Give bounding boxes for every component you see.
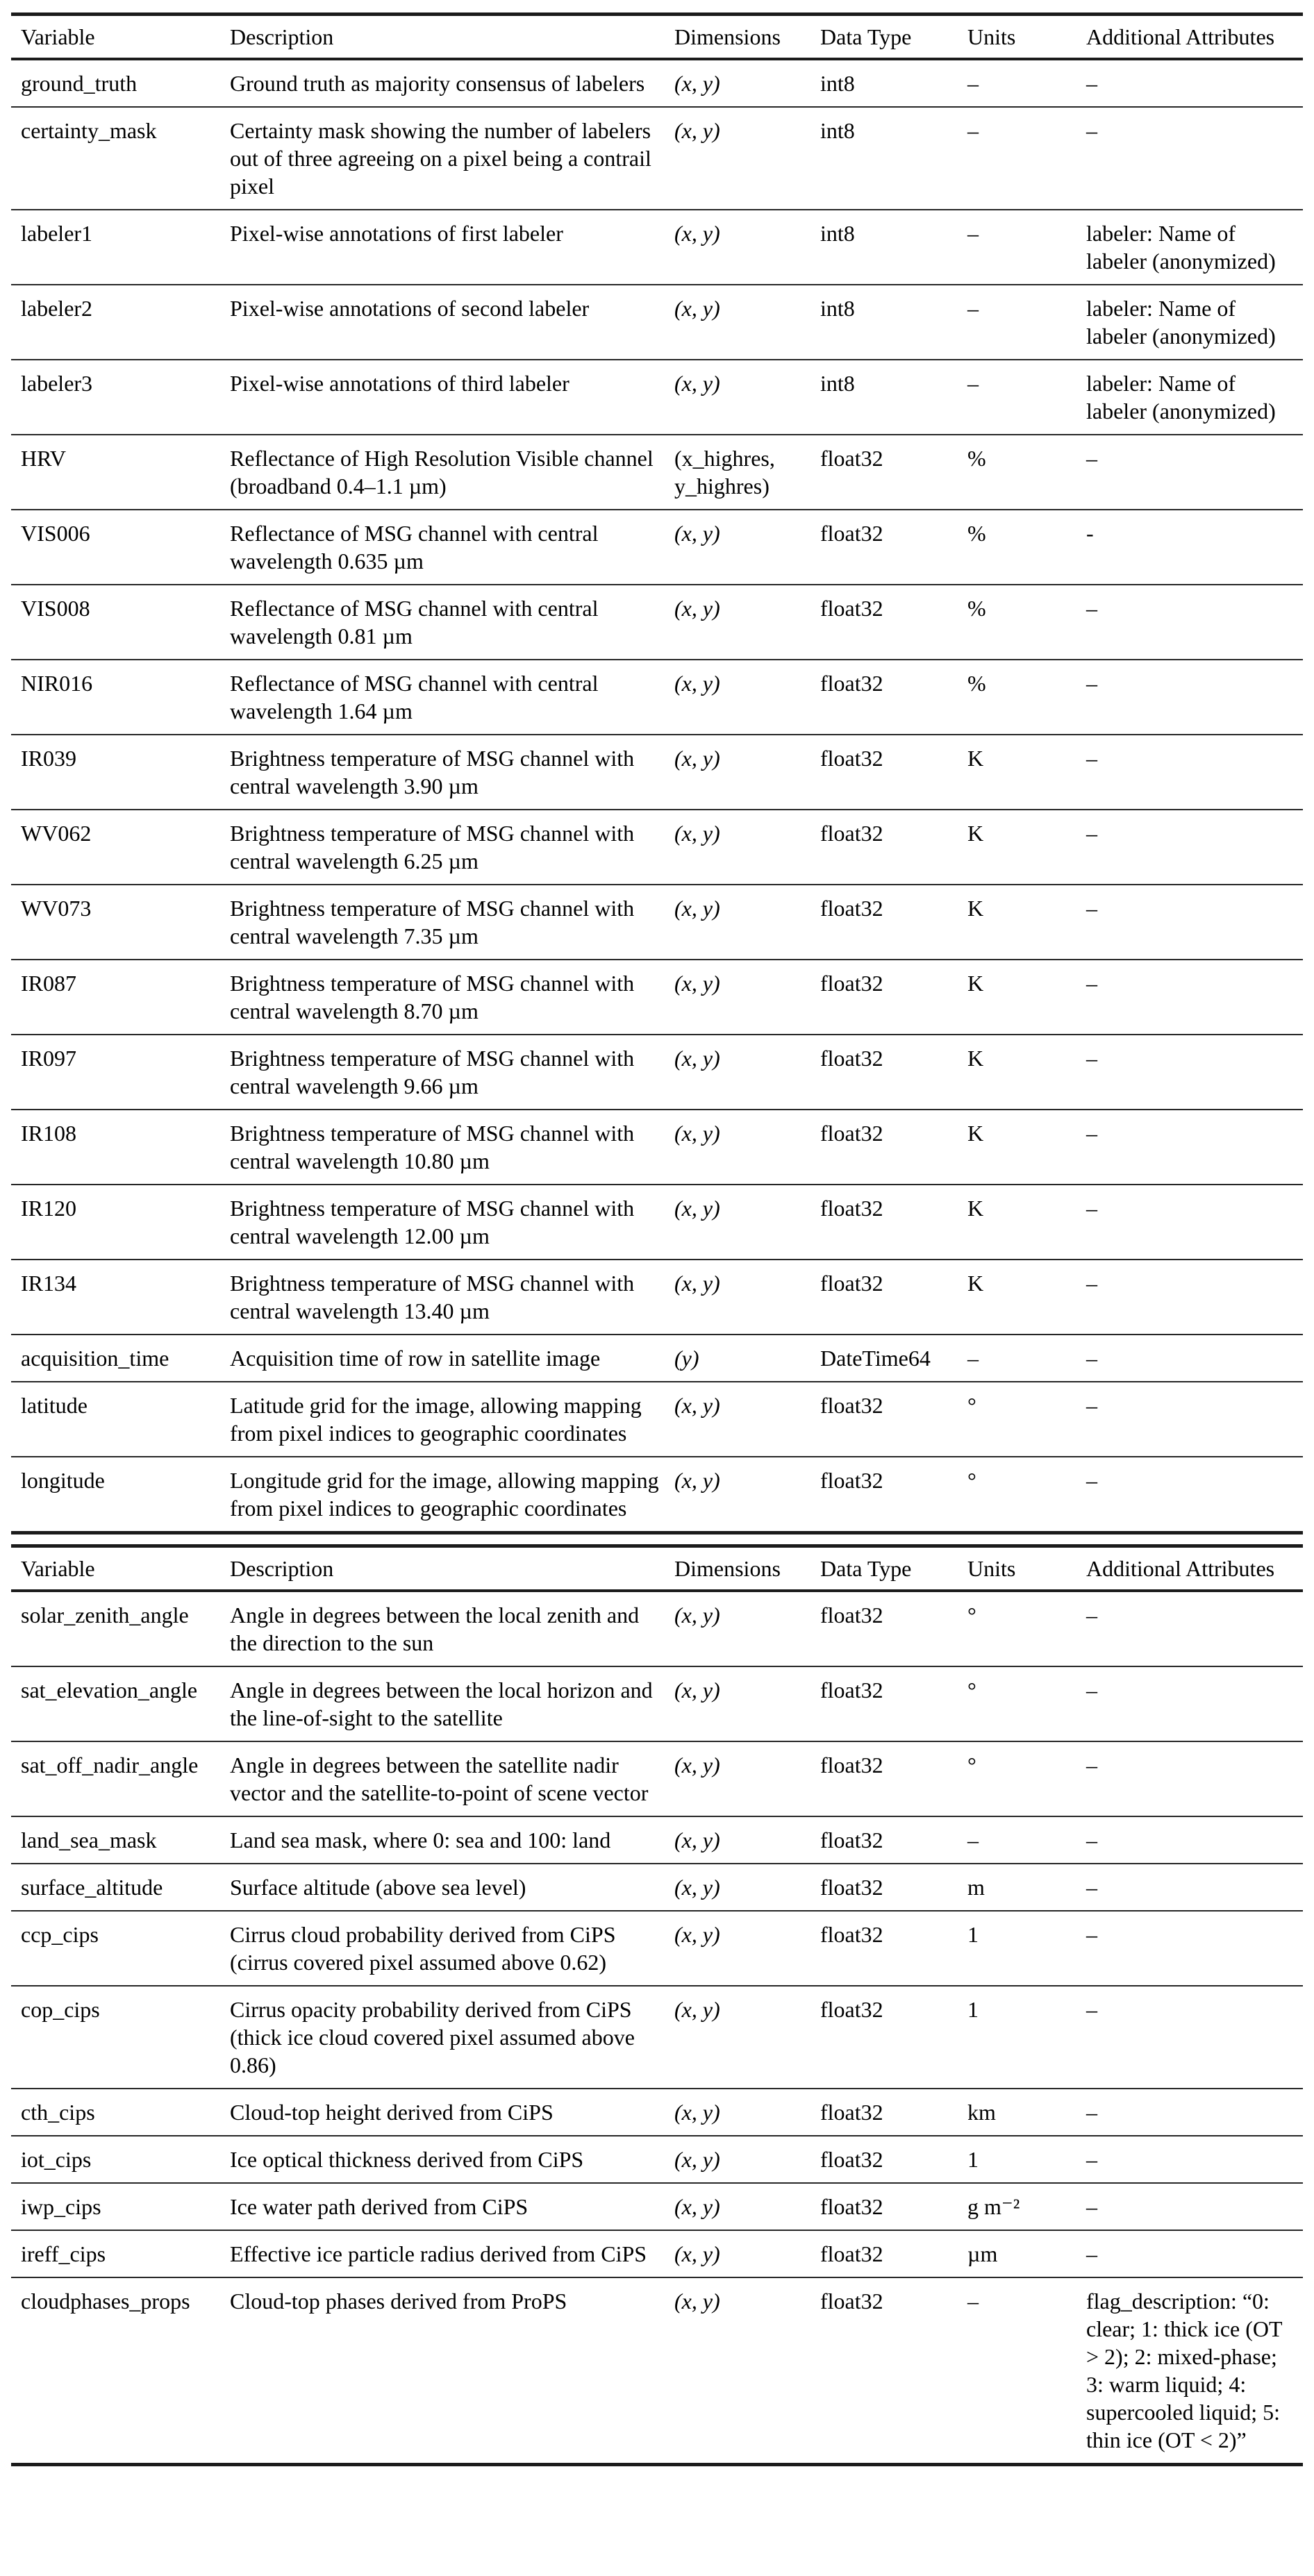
table-row-labeler2 [11, 285, 1303, 360]
dimensions-cell: (x, y) [674, 118, 720, 143]
table-row-ireff_cips [11, 2230, 1303, 2277]
dimensions-cell: (x, y) [674, 596, 720, 621]
table-row-latitude [11, 1382, 1303, 1457]
units-cell: % [967, 521, 986, 546]
column-header-data-type: Data Type [820, 1556, 912, 1581]
description-cell: Cloud-top phases derived from ProPS [230, 2289, 567, 2314]
data-type-cell: int8 [820, 221, 855, 246]
dimensions-cell: (x, y) [674, 1997, 720, 2022]
data-type-cell: float32 [820, 1678, 883, 1703]
description-cell: Brightness temperature of MSG channel with central wavelength 10.80 µm [230, 1121, 635, 1173]
table-row-solar_zenith_angle [11, 1591, 1303, 1666]
units-cell: – [967, 118, 979, 143]
units-cell: ° [967, 1678, 976, 1703]
variable-cell: IR134 [21, 1271, 76, 1296]
table-row-NIR016 [11, 660, 1303, 735]
attributes-cell: – [1086, 1468, 1097, 1493]
dimensions-cell: (x, y) [674, 71, 720, 96]
table-row-IR039 [11, 735, 1303, 810]
units-cell: – [967, 2289, 979, 2314]
variable-cell: sat_elevation_angle [21, 1678, 198, 1703]
document-page [0, 12, 1314, 2466]
description-cell: Effective ice particle radius derived from CiPS [230, 2241, 647, 2266]
data-type-cell: DateTime64 [820, 1346, 931, 1371]
column-header-variable: Variable [21, 1556, 95, 1581]
variable-cell: IR039 [21, 746, 76, 771]
variable-cell: sat_off_nadir_angle [21, 1753, 199, 1778]
attributes-cell: – [1086, 1922, 1097, 1947]
variable-cell: longitude [21, 1468, 105, 1493]
table-row-cloudphases_props [11, 2277, 1303, 2465]
column-header-units: Units [967, 1556, 1016, 1581]
dimensions-cell: (x, y) [674, 2241, 720, 2266]
data-type-cell: float32 [820, 2147, 883, 2172]
units-cell: – [967, 1828, 979, 1852]
description-cell: Cloud-top height derived from CiPS [230, 2100, 554, 2125]
units-cell: K [967, 971, 984, 996]
units-cell: m [967, 1875, 985, 1900]
table-row-land_sea_mask [11, 1816, 1303, 1864]
data-type-cell: float32 [820, 1603, 883, 1628]
units-cell: % [967, 671, 986, 696]
description-cell: Ice water path derived from CiPS [230, 2194, 529, 2219]
dimensions-cell: (x, y) [674, 1393, 720, 1418]
data-type-cell: float32 [820, 1271, 883, 1296]
data-type-cell: float32 [820, 1046, 883, 1071]
attributes-cell: – [1086, 1997, 1097, 2022]
variable-cell: NIR016 [21, 671, 93, 696]
description-cell: Cirrus opacity probability derived from CiPS (thick ice cloud covered pixel assumed above 0.86) [230, 1997, 635, 2077]
dimensions-cell: (x, y) [674, 371, 720, 396]
data-type-cell: float32 [820, 2100, 883, 2125]
table-row-sat_off_nadir_angle [11, 1741, 1303, 1816]
attributes-cell: – [1086, 2241, 1097, 2266]
table-body [11, 59, 1303, 1533]
description-cell: Pixel-wise annotations of third labeler [230, 371, 569, 396]
header-row [11, 1546, 1303, 1591]
attributes-cell: – [1086, 1271, 1097, 1296]
variable-cell: land_sea_mask [21, 1828, 157, 1852]
table-row-sat_elevation_angle [11, 1666, 1303, 1741]
data-type-cell: int8 [820, 71, 855, 96]
data-type-cell: float32 [820, 596, 883, 621]
attributes-cell: – [1086, 71, 1097, 96]
description-cell: Reflectance of MSG channel with central wavelength 0.81 µm [230, 596, 599, 649]
attributes-cell: labeler: Name of labeler (anonymized) [1086, 221, 1276, 274]
data-type-cell: float32 [820, 521, 883, 546]
description-cell: Brightness temperature of MSG channel with central wavelength 13.40 µm [230, 1271, 635, 1323]
dimensions-cell: (x_highres, y_highres) [674, 446, 775, 499]
attributes-cell: – [1086, 1875, 1097, 1900]
attributes-cell: – [1086, 596, 1097, 621]
dimensions-cell: (x, y) [674, 521, 720, 546]
attributes-cell: – [1086, 1753, 1097, 1778]
dimensions-cell: (x, y) [674, 2147, 720, 2172]
units-cell: – [967, 371, 979, 396]
data-type-cell: float32 [820, 1997, 883, 2022]
units-cell: 1 [967, 1922, 979, 1947]
data-type-cell: float32 [820, 971, 883, 996]
dimensions-cell: (x, y) [674, 1875, 720, 1900]
attributes-cell: labeler: Name of labeler (anonymized) [1086, 296, 1276, 349]
description-cell: Angle in degrees between the satellite nadir vector and the satellite-to-point of scene vector [230, 1753, 649, 1805]
table-row-IR120 [11, 1185, 1303, 1260]
description-cell: Longitude grid for the image, allowing mapping from pixel indices to geographic coordinates [230, 1468, 659, 1521]
table-row-acquisition_time [11, 1335, 1303, 1382]
units-cell: µm [967, 2241, 998, 2266]
column-header-units: Units [967, 24, 1016, 49]
description-cell: Angle in degrees between the local horizon and the line-of-sight to the satellite [230, 1678, 653, 1730]
dimensions-cell: (x, y) [674, 746, 720, 771]
description-cell: Brightness temperature of MSG channel with central wavelength 6.25 µm [230, 821, 635, 873]
attributes-cell: – [1086, 1046, 1097, 1071]
description-cell: Brightness temperature of MSG channel with central wavelength 7.35 µm [230, 896, 635, 948]
data-type-cell: float32 [820, 1922, 883, 1947]
description-cell: Latitude grid for the image, allowing mapping from pixel indices to geographic coordinates [230, 1393, 642, 1446]
units-cell: K [967, 821, 984, 846]
variable-cell: acquisition_time [21, 1346, 169, 1371]
column-header-dimensions: Dimensions [674, 24, 781, 49]
variable-cell: iot_cips [21, 2147, 92, 2172]
data-type-cell: float32 [820, 746, 883, 771]
attributes-cell: – [1086, 821, 1097, 846]
attributes-cell: – [1086, 118, 1097, 143]
units-cell: 1 [967, 2147, 979, 2172]
dimensions-cell: (x, y) [674, 1828, 720, 1852]
variable-cell: IR120 [21, 1196, 76, 1221]
variable-cell: WV062 [21, 821, 92, 846]
description-cell: Reflectance of MSG channel with central wavelength 1.64 µm [230, 671, 599, 724]
variable-cell: cop_cips [21, 1997, 100, 2022]
table-row-ccp_cips [11, 1911, 1303, 1986]
attributes-cell: – [1086, 446, 1097, 471]
attributes-cell: - [1086, 521, 1094, 546]
attributes-cell: – [1086, 1828, 1097, 1852]
dataset-variables-table-2 [11, 1544, 1303, 2466]
variable-cell: solar_zenith_angle [21, 1603, 189, 1628]
variable-cell: ireff_cips [21, 2241, 106, 2266]
variable-cell: latitude [21, 1393, 88, 1418]
table-row-WV062 [11, 810, 1303, 885]
units-cell: 1 [967, 1997, 979, 2022]
dimensions-cell: (x, y) [674, 2100, 720, 2125]
table-row-VIS008 [11, 585, 1303, 660]
attributes-cell: – [1086, 1346, 1097, 1371]
data-type-cell: float32 [820, 671, 883, 696]
column-header-additional-attributes: Additional Attributes [1086, 24, 1275, 49]
description-cell: Brightness temperature of MSG channel with central wavelength 12.00 µm [230, 1196, 635, 1248]
dimensions-cell: (x, y) [674, 1468, 720, 1493]
attributes-cell: – [1086, 671, 1097, 696]
description-cell: Land sea mask, where 0: sea and 100: land [230, 1828, 611, 1852]
units-cell: g m⁻² [967, 2194, 1020, 2219]
variable-cell: ground_truth [21, 71, 138, 96]
dimensions-cell: (x, y) [674, 1271, 720, 1296]
data-type-cell: float32 [820, 1393, 883, 1418]
variable-cell: IR087 [21, 971, 76, 996]
units-cell: ° [967, 1753, 976, 1778]
units-cell: K [967, 746, 984, 771]
dimensions-cell: (x, y) [674, 896, 720, 921]
units-cell: km [967, 2100, 996, 2125]
table-row-IR097 [11, 1035, 1303, 1110]
description-cell: Brightness temperature of MSG channel with central wavelength 3.90 µm [230, 746, 635, 798]
table-row-iot_cips [11, 2136, 1303, 2183]
data-type-cell: float32 [820, 1828, 883, 1852]
table-row-WV073 [11, 885, 1303, 960]
dimensions-cell: (y) [674, 1346, 699, 1371]
variable-cell: cth_cips [21, 2100, 95, 2125]
table-row-ground_truth [11, 59, 1303, 107]
description-cell: Ice optical thickness derived from CiPS [230, 2147, 584, 2172]
units-cell: K [967, 1271, 984, 1296]
data-type-cell: float32 [820, 1468, 883, 1493]
description-cell: Pixel-wise annotations of first labeler [230, 221, 563, 246]
table-row-surface_altitude [11, 1864, 1303, 1911]
variable-cell: IR108 [21, 1121, 76, 1146]
data-type-cell: float32 [820, 2241, 883, 2266]
attributes-cell: – [1086, 1393, 1097, 1418]
attributes-cell: – [1086, 1678, 1097, 1703]
data-type-cell: float32 [820, 2194, 883, 2219]
description-cell: Certainty mask showing the number of labelers out of three agreeing on a pixel being a contrail pixel [230, 118, 651, 199]
data-type-cell: float32 [820, 1753, 883, 1778]
variable-cell: iwp_cips [21, 2194, 101, 2219]
dimensions-cell: (x, y) [674, 1196, 720, 1221]
variable-cell: ccp_cips [21, 1922, 99, 1947]
variable-cell: VIS008 [21, 596, 90, 621]
attributes-cell: – [1086, 2194, 1097, 2219]
description-cell: Pixel-wise annotations of second labeler [230, 296, 590, 321]
variable-cell: labeler3 [21, 371, 93, 396]
dimensions-cell: (x, y) [674, 1603, 720, 1628]
variable-cell: surface_altitude [21, 1875, 163, 1900]
attributes-cell: – [1086, 1196, 1097, 1221]
dimensions-cell: (x, y) [674, 1046, 720, 1071]
header-row [11, 15, 1303, 60]
attributes-cell: – [1086, 2100, 1097, 2125]
table-row-labeler1 [11, 210, 1303, 285]
table-row-iwp_cips [11, 2183, 1303, 2230]
dimensions-cell: (x, y) [674, 1678, 720, 1703]
attributes-cell: – [1086, 746, 1097, 771]
description-cell: Brightness temperature of MSG channel with central wavelength 9.66 µm [230, 1046, 635, 1098]
dimensions-cell: (x, y) [674, 2194, 720, 2219]
attributes-cell: – [1086, 896, 1097, 921]
variable-cell: labeler1 [21, 221, 93, 246]
units-cell: ° [967, 1468, 976, 1493]
units-cell: K [967, 1196, 984, 1221]
variable-cell: HRV [21, 446, 66, 471]
table-row-IR087 [11, 960, 1303, 1035]
table-row-cth_cips [11, 2089, 1303, 2136]
variable-cell: VIS006 [21, 521, 90, 546]
table-row-IR108 [11, 1110, 1303, 1185]
table-row-labeler3 [11, 360, 1303, 435]
column-header-additional-attributes: Additional Attributes [1086, 1556, 1275, 1581]
data-type-cell: float32 [820, 1196, 883, 1221]
units-cell: – [967, 1346, 979, 1371]
data-type-cell: int8 [820, 296, 855, 321]
dimensions-cell: (x, y) [674, 221, 720, 246]
variable-cell: labeler2 [21, 296, 93, 321]
table-row-VIS006 [11, 510, 1303, 585]
table-row-longitude [11, 1457, 1303, 1533]
units-cell: ° [967, 1603, 976, 1628]
description-cell: Ground truth as majority consensus of labelers [230, 71, 645, 96]
units-cell: % [967, 446, 986, 471]
data-type-cell: float32 [820, 1121, 883, 1146]
data-type-cell: float32 [820, 446, 883, 471]
attributes-cell: – [1086, 1603, 1097, 1628]
units-cell: % [967, 596, 986, 621]
data-type-cell: float32 [820, 896, 883, 921]
description-cell: Angle in degrees between the local zenith and the direction to the sun [230, 1603, 640, 1655]
units-cell: ° [967, 1393, 976, 1418]
dimensions-cell: (x, y) [674, 1121, 720, 1146]
data-type-cell: float32 [820, 1875, 883, 1900]
attributes-cell: labeler: Name of labeler (anonymized) [1086, 371, 1276, 424]
variable-cell: IR097 [21, 1046, 76, 1071]
table-row-cop_cips [11, 1986, 1303, 2089]
table-row-HRV [11, 435, 1303, 510]
dimensions-cell: (x, y) [674, 671, 720, 696]
attributes-cell: – [1086, 2147, 1097, 2172]
variable-cell: WV073 [21, 896, 92, 921]
dataset-variables-table-1 [11, 12, 1303, 1534]
attributes-cell: – [1086, 1121, 1097, 1146]
attributes-cell: flag_description: “0: clear; 1: thick ice (OT > 2); 2: mixed-phase; 3: warm liquid; 4: supercooled liquid; 5: thin ice (OT < 2)” [1086, 2289, 1282, 2452]
variable-cell: cloudphases_props [21, 2289, 190, 2314]
column-header-variable: Variable [21, 24, 95, 49]
data-type-cell: int8 [820, 371, 855, 396]
column-header-description: Description [230, 24, 334, 49]
description-cell: Cirrus cloud probability derived from CiPS (cirrus covered pixel assumed above 0.62) [230, 1922, 616, 1975]
data-type-cell: float32 [820, 821, 883, 846]
column-header-data-type: Data Type [820, 24, 912, 49]
table-body [11, 1591, 1303, 2465]
description-cell: Acquisition time of row in satellite image [230, 1346, 601, 1371]
units-cell: K [967, 1121, 984, 1146]
units-cell: – [967, 221, 979, 246]
dimensions-cell: (x, y) [674, 1922, 720, 1947]
dimensions-cell: (x, y) [674, 296, 720, 321]
dimensions-cell: (x, y) [674, 821, 720, 846]
description-cell: Reflectance of MSG channel with central wavelength 0.635 µm [230, 521, 599, 574]
units-cell: – [967, 296, 979, 321]
column-header-description: Description [230, 1556, 334, 1581]
column-header-dimensions: Dimensions [674, 1556, 781, 1581]
data-type-cell: int8 [820, 118, 855, 143]
table-row-IR134 [11, 1260, 1303, 1335]
description-cell: Reflectance of High Resolution Visible channel (broadband 0.4–1.1 µm) [230, 446, 654, 499]
variable-cell: certainty_mask [21, 118, 157, 143]
dimensions-cell: (x, y) [674, 2289, 720, 2314]
table-row-certainty_mask [11, 107, 1303, 210]
attributes-cell: – [1086, 971, 1097, 996]
data-type-cell: float32 [820, 2289, 883, 2314]
units-cell: K [967, 1046, 984, 1071]
dimensions-cell: (x, y) [674, 1753, 720, 1778]
description-cell: Surface altitude (above sea level) [230, 1875, 526, 1900]
units-cell: – [967, 71, 979, 96]
dimensions-cell: (x, y) [674, 971, 720, 996]
description-cell: Brightness temperature of MSG channel with central wavelength 8.70 µm [230, 971, 635, 1023]
units-cell: K [967, 896, 984, 921]
